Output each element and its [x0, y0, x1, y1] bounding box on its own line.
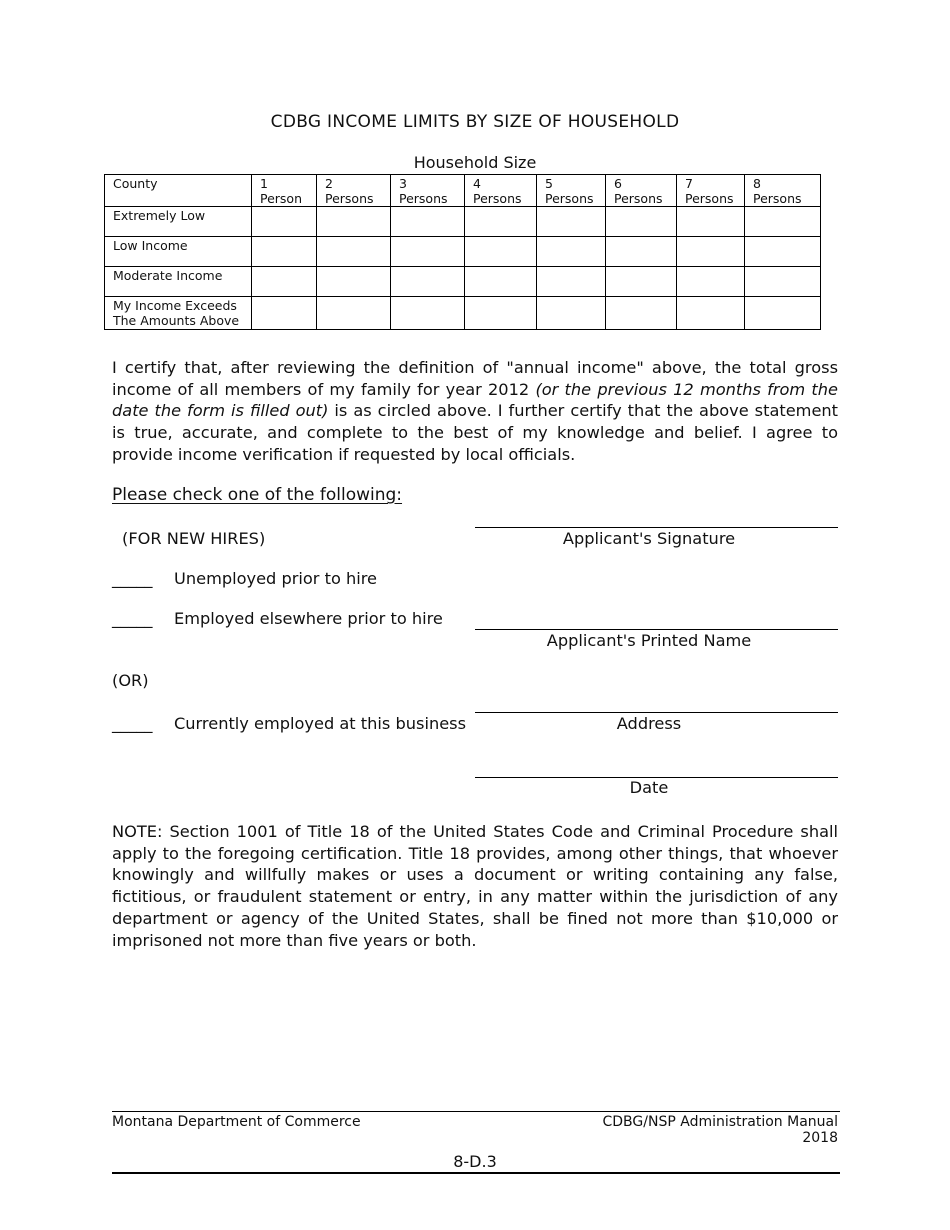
- blank-current[interactable]: _____: [112, 714, 153, 733]
- printed-name-label: Applicant's Printed Name: [546, 631, 752, 650]
- table-cell: [537, 237, 606, 267]
- table-cell: [252, 237, 317, 267]
- header-col-1: [252, 175, 317, 207]
- signature-label: Applicant's Signature: [562, 529, 736, 548]
- table-cell: [465, 267, 537, 297]
- header-col-5-unit: Persons: [545, 191, 594, 206]
- header-col-1-unit: Person: [260, 191, 303, 206]
- page-title: CDBG INCOME LIMITS BY SIZE OF HOUSEHOLD: [270, 112, 680, 132]
- table-cell: [317, 207, 391, 237]
- or-label: (OR): [112, 671, 149, 690]
- certification-italic: (or the previous 12 months from the date the form is filled out): [112, 379, 838, 421]
- header-col-8: [745, 175, 821, 207]
- income-limits-table: [104, 174, 821, 330]
- row-label-moderate-income: Moderate Income: [105, 267, 252, 297]
- legal-note: NOTE: Section 1001 of Title 18 of the United States Code and Criminal Procedure shall apply to the foregoing certification. Title 18 provides, among other things, that whoever knowingly and willfully makes or uses a document or writing containing any false, fictitious, or fraudulent statement or entry, in any matter within the jurisdiction of any department or agency of the United States, shall be fined not more than $10,000 or imprisoned not more than five years or both.: [112, 822, 838, 950]
- table-header-row: [105, 175, 821, 207]
- check-heading: Please check one of the following:: [112, 485, 403, 505]
- header-col-7: [677, 175, 745, 207]
- footer-manual-title: CDBG/NSP Administration Manual: [602, 1114, 838, 1130]
- blank-employed-elsewhere[interactable]: _____: [112, 609, 153, 628]
- table-row: [105, 267, 821, 297]
- table-cell: [745, 267, 821, 297]
- table-cell: [606, 297, 677, 330]
- table-cell: [537, 297, 606, 330]
- table-cell: [745, 237, 821, 267]
- signature-line[interactable]: [475, 527, 838, 528]
- row-label-extremely-low: Extremely Low: [105, 207, 252, 237]
- row-label-exceeds-line1: My Income Exceeds: [113, 298, 237, 313]
- header-col-6-unit: Persons: [614, 191, 663, 206]
- table-cell: [677, 237, 745, 267]
- table-cell: [677, 297, 745, 330]
- row-label-low-income: Low Income: [105, 237, 252, 267]
- footer-year: 2018: [802, 1130, 838, 1146]
- header-col-2-num: 2: [325, 176, 333, 191]
- header-col-6-num: 6: [614, 176, 622, 191]
- header-col-3-unit: Persons: [399, 191, 448, 206]
- header-col-4: [465, 175, 537, 207]
- certification-text-2: is as circled above. I further certify that the above statement is true, accurate, and complete to the best of my knowledge and belief. I agree to provide income verification if requested by local officials.: [112, 401, 839, 464]
- header-col-1-num: 1: [260, 176, 268, 191]
- table-cell: [252, 297, 317, 330]
- table-row: [105, 207, 821, 237]
- header-col-7-unit: Persons: [685, 191, 734, 206]
- header-col-8-unit: Persons: [753, 191, 802, 206]
- header-col-2: [317, 175, 391, 207]
- option-employed-elsewhere: Employed elsewhere prior to hire: [174, 609, 443, 628]
- header-col-2-unit: Persons: [325, 191, 374, 206]
- footer-rule-top: [112, 1111, 840, 1112]
- certification-text-1: I certify that, after reviewing the definition of "annual income" above, the total gross income of all members of my family for year 2012: [112, 358, 838, 399]
- table-cell: [745, 207, 821, 237]
- header-county: County: [105, 175, 252, 207]
- table-cell: [606, 267, 677, 297]
- printed-name-line[interactable]: [475, 629, 838, 630]
- option-unemployed: Unemployed prior to hire: [174, 569, 378, 588]
- header-col-4-unit: Persons: [473, 191, 522, 206]
- table-cell: [465, 297, 537, 330]
- header-col-8-num: 8: [753, 176, 761, 191]
- table-cell: [317, 267, 391, 297]
- table-cell: [317, 237, 391, 267]
- header-col-4-num: 4: [473, 176, 481, 191]
- row-label-exceeds-line2: The Amounts Above: [113, 313, 240, 328]
- footer-right: [603, 1114, 839, 1146]
- table-cell: [606, 237, 677, 267]
- table-cell: [252, 207, 317, 237]
- row-label-exceeds: [105, 297, 252, 330]
- table-cell: [465, 207, 537, 237]
- header-col-6: [606, 175, 677, 207]
- household-size-label: Household Size: [413, 153, 537, 172]
- header-col-7-num: 7: [685, 176, 693, 191]
- header-col-5: [537, 175, 606, 207]
- table-cell: [391, 207, 465, 237]
- new-hires-label: (FOR NEW HIRES): [122, 529, 266, 548]
- date-label: Date: [629, 778, 669, 797]
- header-col-3-num: 3: [399, 176, 407, 191]
- table-cell: [252, 267, 317, 297]
- address-label: Address: [616, 714, 682, 733]
- certification-paragraph: [112, 357, 838, 466]
- table-cell: [465, 237, 537, 267]
- header-col-5-num: 5: [545, 176, 553, 191]
- table-cell: [677, 207, 745, 237]
- table-cell: [391, 237, 465, 267]
- option-current: Currently employed at this business: [174, 714, 467, 733]
- table-cell: [391, 297, 465, 330]
- table-cell: [537, 267, 606, 297]
- table-cell: [317, 297, 391, 330]
- footer-left: Montana Department of Commerce: [112, 1114, 361, 1130]
- table-cell: [677, 267, 745, 297]
- table-row: [105, 297, 821, 330]
- header-col-3: [391, 175, 465, 207]
- table-cell: [745, 297, 821, 330]
- table-cell: [606, 207, 677, 237]
- footer-rule-bottom: [112, 1172, 840, 1174]
- table-cell: [537, 207, 606, 237]
- table-cell: [391, 267, 465, 297]
- page-number: 8-D.3: [453, 1152, 497, 1171]
- blank-unemployed[interactable]: _____: [112, 569, 153, 588]
- table-row: [105, 237, 821, 267]
- address-line[interactable]: [475, 712, 838, 713]
